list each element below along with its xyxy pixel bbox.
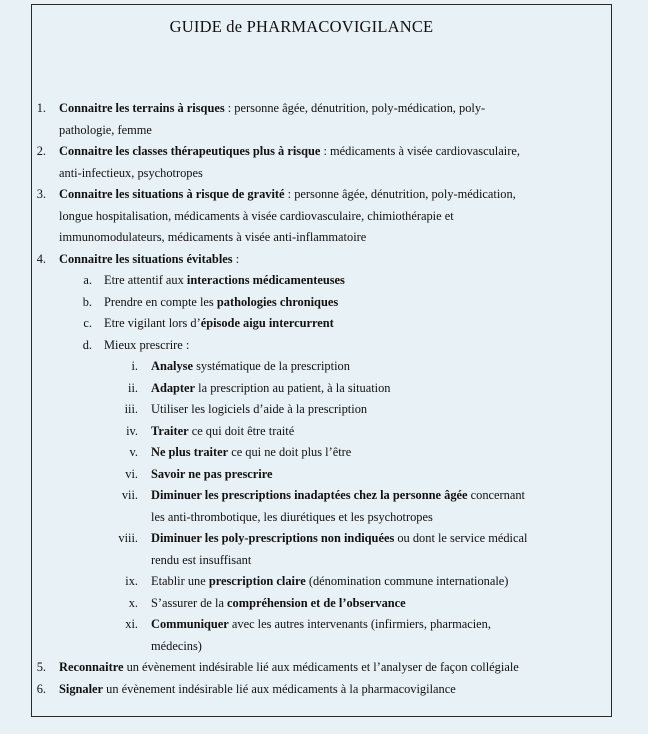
item-text: [151, 507, 433, 529]
item-text: [151, 485, 525, 507]
bold-text: Diminuer les prescriptions inadaptées chez la personne âgée: [151, 488, 468, 502]
item-text: [151, 399, 367, 421]
item-number: iii.: [124, 402, 138, 416]
item-number: b.: [82, 294, 92, 309]
item-number: viii.: [118, 531, 138, 545]
item-number: d.: [82, 337, 92, 352]
plain-text: immunomodulateurs, médicaments à visée anti-inflammatoire: [59, 230, 367, 244]
item-text: [104, 313, 334, 335]
plain-text: : médicaments à visée cardiovasculaire,: [320, 144, 520, 158]
plain-text: avec les autres intervenants (infirmiers, pharmacien,: [228, 617, 491, 631]
item-text: [151, 442, 351, 464]
item-text: [59, 120, 152, 142]
plain-text: Prendre en compte les: [104, 294, 217, 309]
plain-text: la prescription au patient, à la situation: [195, 380, 391, 395]
item-text: [59, 206, 454, 228]
plain-text: les anti-thrombotique, les diurétiques et les psychotropes: [151, 509, 433, 524]
bold-text: Connaitre les situations évitables: [59, 251, 233, 266]
item-text: [151, 550, 251, 572]
bold-text: interactions médicamenteuses: [186, 273, 345, 287]
plain-text: Mieux prescrire :: [104, 337, 190, 352]
plain-text: anti-infectieux, psychotropes: [59, 165, 203, 180]
bold-text: Reconnaitre: [59, 660, 124, 674]
item-text: [59, 184, 516, 206]
plain-text: concernant: [467, 488, 525, 502]
item-number: v.: [129, 445, 138, 459]
plain-text: : personne âgée, dénutrition, poly-médication,: [284, 187, 516, 201]
item-text: [151, 636, 202, 658]
item-number: 6.: [36, 681, 46, 696]
plain-text: : personne âgée, dénutrition, poly-médication, poly-: [224, 101, 486, 115]
plain-text: rendu est insuffisant: [151, 552, 252, 567]
item-text: [59, 657, 519, 679]
plain-text: un évènement indésirable lié aux médicaments à la pharmacovigilance: [103, 681, 456, 696]
plain-text: :: [232, 251, 240, 266]
item-text: [59, 227, 366, 249]
guide-frame: [31, 4, 612, 717]
item-text: [151, 614, 491, 636]
item-text: [151, 421, 294, 443]
bold-text: épisode aigu intercurrent: [200, 316, 334, 330]
item-text: [59, 163, 203, 185]
plain-text: longue hospitalisation, médicaments à visée cardiovasculaire, chimiothérapie et: [59, 208, 454, 223]
bold-text: Adapter: [151, 380, 196, 395]
bold-text: prescription claire: [208, 574, 306, 588]
plain-text: Utiliser les logiciels d’aide à la prescription: [151, 402, 368, 416]
item-number: a.: [83, 273, 92, 287]
item-text: [151, 378, 391, 400]
plain-text: Etre attentif aux: [104, 273, 187, 287]
plain-text: un évènement indésirable lié aux médicaments et l’analyser de façon collégiale: [123, 660, 519, 674]
item-number: x.: [128, 595, 138, 610]
item-number: iv.: [126, 423, 138, 438]
bold-text: Ne plus traiter: [151, 445, 229, 459]
page-title: GUIDE de PHARMACOVIGILANCE: [169, 17, 434, 36]
item-text: [151, 528, 527, 550]
bold-text: Traiter: [151, 423, 189, 438]
item-number: vi.: [125, 466, 138, 481]
item-number: 4.: [36, 251, 46, 266]
item-number: 5.: [36, 660, 46, 674]
item-text: [59, 98, 485, 120]
bold-text: Signaler: [59, 681, 104, 696]
item-number: ii.: [128, 380, 138, 395]
bold-text: compréhension et de l’observance: [227, 595, 406, 610]
item-text: [151, 571, 508, 593]
item-text: [104, 292, 338, 314]
plain-text: ce qui ne doit plus l’être: [228, 445, 352, 459]
item-number: ix.: [125, 574, 138, 588]
bold-text: Communiquer: [151, 617, 229, 631]
item-number: 3.: [36, 187, 46, 201]
bold-text: pathologies chroniques: [216, 294, 339, 309]
item-text: [104, 335, 189, 357]
plain-text: ce qui doit être traité: [188, 423, 295, 438]
item-text: [59, 679, 456, 701]
item-number: vii.: [121, 488, 138, 502]
item-text: [151, 464, 273, 486]
plain-text: systématique de la prescription: [193, 359, 350, 373]
plain-text: médecins): [151, 638, 202, 653]
bold-text: Connaitre les classes thérapeutiques plus à risque: [59, 144, 321, 158]
item-number: i.: [131, 359, 138, 373]
item-text: [104, 270, 345, 292]
plain-text: Etre vigilant lors d’: [104, 316, 201, 330]
plain-text: Etablir une: [151, 574, 209, 588]
bold-text: Connaitre les terrains à risques: [59, 101, 225, 115]
item-text: [151, 593, 406, 615]
bold-text: Savoir ne pas prescrire: [151, 466, 273, 481]
item-text: [151, 356, 350, 378]
item-text: [59, 249, 239, 271]
item-number: xi.: [125, 617, 138, 631]
plain-text: S’assurer de la: [151, 595, 228, 610]
bold-text: Connaitre les situations à risque de gravité: [59, 187, 285, 201]
plain-text: pathologie, femme: [59, 122, 152, 137]
item-text: [59, 141, 520, 163]
bold-text: Analyse: [151, 359, 193, 373]
item-number: 2.: [36, 144, 46, 158]
plain-text: (dénomination commune internationale): [305, 574, 509, 588]
plain-text: ou dont le service médical: [394, 531, 528, 545]
item-number: 1.: [36, 101, 46, 115]
bold-text: Diminuer les poly-prescriptions non indiquées: [151, 531, 395, 545]
item-number: c.: [83, 316, 92, 330]
